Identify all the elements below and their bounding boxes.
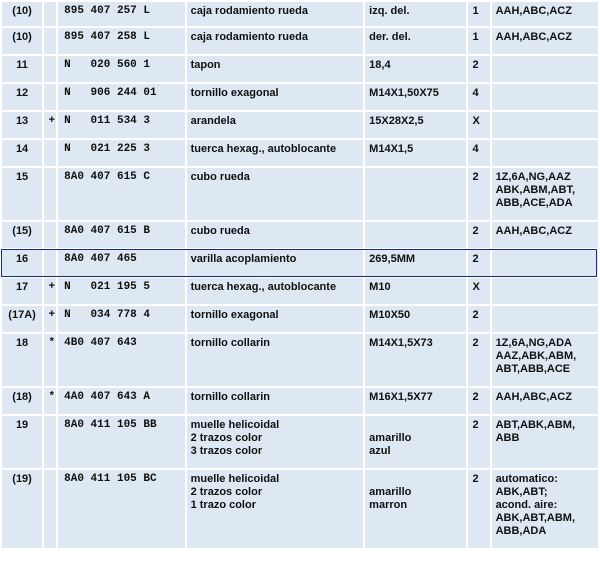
table-row[interactable] — [2, 112, 598, 138]
specification-cell-line: 18,4 — [369, 59, 391, 71]
position-cell: 12 — [2, 84, 42, 110]
table-row[interactable] — [2, 140, 598, 166]
table-row[interactable] — [2, 2, 598, 26]
specification-cell-line: 269,5MM — [369, 253, 416, 265]
quantity-cell: 2 — [468, 168, 490, 220]
description-cell-line: tuerca hexag., autoblocante — [190, 281, 337, 293]
models-cell-line: AAH,ABC,ACZ — [495, 31, 572, 43]
position-cell: 19 — [2, 416, 42, 468]
mark-cell — [44, 2, 56, 26]
quantity-cell: 4 — [468, 84, 490, 110]
models-cell-line: 1Z,6A,NG,ADA — [495, 337, 572, 349]
position-cell: (17A) — [2, 306, 42, 332]
description-cell-line: tornillo collarin — [190, 391, 271, 403]
description-cell-line: tornillo exagonal — [190, 87, 279, 99]
models-cell — [492, 222, 598, 248]
specification-cell-line — [369, 473, 461, 486]
specification-cell-line: M14X1,5X73 — [369, 337, 433, 349]
models-cell — [492, 140, 598, 166]
position-cell: 17 — [2, 278, 42, 304]
table-row[interactable] — [2, 222, 598, 248]
specification-cell — [365, 168, 465, 220]
quantity-cell: 2 — [468, 306, 490, 332]
specification-cell-line: M14X1,50X75 — [369, 87, 439, 99]
description-cell — [187, 28, 364, 54]
models-cell-line: ABT,ABK,ABM, — [495, 419, 576, 431]
description-cell-line: tornillo exagonal — [190, 309, 279, 321]
mark-cell — [44, 250, 56, 276]
position-cell: (10) — [2, 2, 42, 26]
position-cell: (19) — [2, 470, 42, 548]
models-cell-line: ABT,ABB,ACE — [495, 363, 571, 375]
specification-cell — [365, 84, 465, 110]
description-cell — [187, 56, 364, 82]
position-cell: (15) — [2, 222, 42, 248]
specification-cell-line: izq. del. — [369, 5, 410, 17]
table-row[interactable] — [2, 84, 598, 110]
mark-cell: + — [44, 278, 56, 304]
table-row[interactable] — [2, 470, 598, 548]
position-cell: 16 — [2, 250, 42, 276]
models-cell — [492, 416, 598, 468]
description-cell-line: caja rodamiento rueda — [190, 5, 308, 17]
part-number-cell: 4B0 407 643 — [58, 334, 184, 386]
specification-cell-line — [369, 419, 461, 432]
specification-cell — [365, 416, 465, 468]
parts-rows — [2, 2, 598, 548]
description-cell-line: arandela — [190, 115, 236, 127]
mark-cell — [44, 56, 56, 82]
models-cell-line: ABK,ABT,ABM, — [495, 512, 576, 524]
specification-cell-line: M10X50 — [369, 309, 411, 321]
mark-cell: * — [44, 334, 56, 386]
specification-cell — [365, 250, 465, 276]
specification-cell-line: M16X1,5X77 — [369, 391, 433, 403]
table-row[interactable] — [2, 28, 598, 54]
description-cell — [187, 250, 364, 276]
mark-cell: + — [44, 306, 56, 332]
position-cell: 13 — [2, 112, 42, 138]
part-number-cell: 8A0 411 105 BB — [58, 416, 184, 468]
models-cell-line: ABB,ACE,ADA — [495, 197, 573, 209]
specification-cell — [365, 112, 465, 138]
table-row[interactable] — [2, 250, 598, 276]
description-cell-line: cubo rueda — [190, 225, 250, 237]
models-cell-line: AAH,ABC,ACZ — [495, 5, 572, 17]
mark-cell — [44, 84, 56, 110]
table-row[interactable] — [2, 278, 598, 304]
specification-cell — [365, 306, 465, 332]
position-cell: (10) — [2, 28, 42, 54]
description-cell-line: tuerca hexag., autoblocante — [190, 143, 337, 155]
description-cell — [187, 222, 364, 248]
models-cell — [492, 278, 598, 304]
description-cell — [187, 112, 364, 138]
description-cell-line: varilla acoplamiento — [190, 253, 297, 265]
specification-cell-line: marron — [369, 499, 408, 511]
description-cell — [187, 388, 364, 414]
models-cell — [492, 2, 598, 26]
quantity-cell: 1 — [468, 28, 490, 54]
quantity-cell: X — [468, 278, 490, 304]
models-cell — [492, 306, 598, 332]
specification-cell-line: M14X1,5 — [369, 143, 414, 155]
specification-cell-line: M10 — [369, 281, 391, 293]
table-row[interactable] — [2, 56, 598, 82]
description-cell-line: tapon — [190, 59, 221, 71]
models-cell — [492, 84, 598, 110]
mark-cell — [44, 28, 56, 54]
description-cell-line: muelle helicoidal — [190, 419, 280, 431]
models-cell-line: ABK,ABM,ABT, — [495, 184, 576, 196]
part-number-cell: N 021 225 3 — [58, 140, 184, 166]
models-cell-line: ABB,ADA — [495, 525, 547, 537]
specification-cell-line: azul — [369, 445, 391, 457]
position-cell: 15 — [2, 168, 42, 220]
mark-cell — [44, 470, 56, 548]
table-row[interactable] — [2, 388, 598, 414]
models-cell — [492, 28, 598, 54]
specification-cell — [365, 470, 465, 548]
specification-cell — [365, 334, 465, 386]
description-cell — [187, 306, 364, 332]
description-cell-line: 2 trazos color — [190, 432, 263, 444]
description-cell — [187, 140, 364, 166]
position-cell: 11 — [2, 56, 42, 82]
part-number-cell: N 034 778 4 — [58, 306, 184, 332]
models-cell-line: AAZ,ABK,ABM, — [495, 350, 577, 362]
description-cell-line: muelle helicoidal — [190, 473, 280, 485]
specification-cell-line: amarillo — [369, 486, 412, 498]
description-cell — [187, 168, 364, 220]
quantity-cell: 4 — [468, 140, 490, 166]
part-number-cell: N 020 560 1 — [58, 56, 184, 82]
models-cell-line: acond. aire: — [495, 499, 558, 511]
quantity-cell: 2 — [468, 416, 490, 468]
quantity-cell: X — [468, 112, 490, 138]
models-cell — [492, 334, 598, 386]
part-number-cell: N 011 534 3 — [58, 112, 184, 138]
models-cell — [492, 56, 598, 82]
mark-cell: * — [44, 388, 56, 414]
models-cell — [492, 250, 598, 276]
part-number-cell: 8A0 407 615 B — [58, 222, 184, 248]
part-number-cell: 8A0 407 615 C — [58, 168, 184, 220]
models-cell-line: ABB — [495, 432, 520, 444]
specification-cell — [365, 140, 465, 166]
quantity-cell: 1 — [468, 2, 490, 26]
part-number-cell: 895 407 257 L — [58, 2, 184, 26]
quantity-cell: 2 — [468, 222, 490, 248]
specification-cell — [365, 2, 465, 26]
models-cell-line: automatico: — [495, 473, 558, 485]
description-cell-line: caja rodamiento rueda — [190, 31, 308, 43]
mark-cell — [44, 140, 56, 166]
table-row[interactable] — [2, 416, 598, 468]
models-cell-line: ABK,ABT; — [495, 486, 548, 498]
mark-cell — [44, 222, 56, 248]
models-cell — [492, 470, 598, 548]
part-number-cell: N 906 244 01 — [58, 84, 184, 110]
table-row[interactable] — [2, 168, 598, 220]
description-cell-line: 3 trazos color — [190, 445, 263, 457]
models-cell — [492, 168, 598, 220]
description-cell-line: tornillo collarin — [190, 337, 271, 349]
description-cell — [187, 470, 364, 548]
part-number-cell: 8A0 407 465 — [58, 250, 184, 276]
mark-cell — [44, 168, 56, 220]
models-cell — [492, 388, 598, 414]
description-cell — [187, 278, 364, 304]
description-cell — [187, 84, 364, 110]
description-cell — [187, 416, 364, 468]
position-cell: (18) — [2, 388, 42, 414]
specification-cell — [365, 278, 465, 304]
models-cell-line: 1Z,6A,NG,AAZ — [495, 171, 571, 183]
specification-cell-line: amarillo — [369, 432, 412, 444]
specification-cell — [365, 28, 465, 54]
quantity-cell: 2 — [468, 334, 490, 386]
description-cell-line: cubo rueda — [190, 171, 250, 183]
position-cell: 14 — [2, 140, 42, 166]
description-cell-line: 2 trazos color — [190, 486, 263, 498]
models-cell-line: AAH,ABC,ACZ — [495, 391, 572, 403]
table-row[interactable] — [2, 334, 598, 386]
specification-cell — [365, 388, 465, 414]
models-cell-line: AAH,ABC,ACZ — [495, 225, 572, 237]
description-cell-line: 1 trazo color — [190, 499, 256, 511]
quantity-cell: 2 — [468, 250, 490, 276]
part-number-cell: N 021 195 5 — [58, 278, 184, 304]
specification-cell-line: 15X28X2,5 — [369, 115, 424, 127]
part-number-cell: 895 407 258 L — [58, 28, 184, 54]
table-row[interactable] — [2, 306, 598, 332]
part-number-cell: 4A0 407 643 A — [58, 388, 184, 414]
specification-cell — [365, 56, 465, 82]
specification-cell-line: der. del. — [369, 31, 411, 43]
part-number-cell: 8A0 411 105 BC — [58, 470, 184, 548]
models-cell — [492, 112, 598, 138]
description-cell — [187, 2, 364, 26]
position-cell: 18 — [2, 334, 42, 386]
description-cell — [187, 334, 364, 386]
quantity-cell: 2 — [468, 388, 490, 414]
mark-cell: + — [44, 112, 56, 138]
quantity-cell: 2 — [468, 470, 490, 548]
mark-cell — [44, 416, 56, 468]
quantity-cell: 2 — [468, 56, 490, 82]
specification-cell — [365, 222, 465, 248]
